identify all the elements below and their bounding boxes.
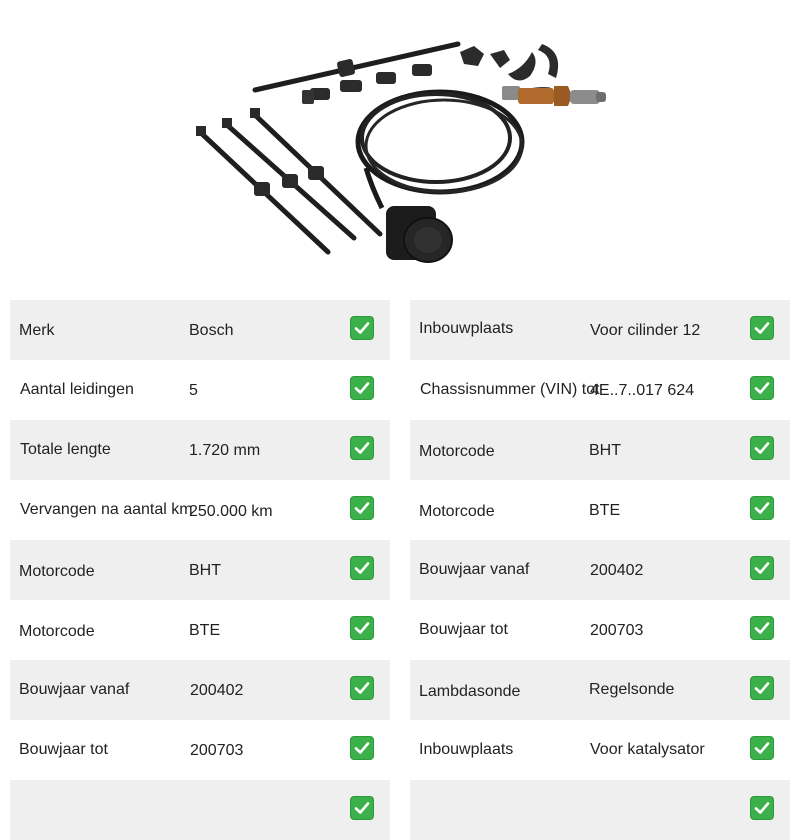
spec-value: Voor katalysator: [590, 741, 705, 758]
spec-table-left: [10, 300, 390, 840]
spec-label: Chassisnummer (VIN) tot: [420, 381, 600, 398]
spec-row: [410, 660, 790, 720]
spec-label: Merk: [19, 322, 55, 339]
spec-label: Motorcode: [419, 443, 495, 460]
spec-row: [10, 360, 390, 420]
spec-row: [10, 420, 390, 480]
spec-label: Inbouwplaats: [419, 320, 514, 337]
spec-label: Motorcode: [19, 563, 95, 580]
spec-value: BHT: [189, 562, 221, 579]
spec-value: 4E..7..017 624: [590, 382, 695, 399]
spec-label: Bouwjaar vanaf: [19, 681, 130, 698]
check-icon: [750, 616, 774, 640]
check-icon: [350, 676, 374, 700]
spec-row: [410, 480, 790, 540]
spec-label: Vervangen na aantal km: [20, 501, 193, 518]
spec-value: 200402: [190, 682, 244, 699]
check-icon: [750, 556, 774, 580]
check-icon: [350, 556, 374, 580]
check-icon: [350, 436, 374, 460]
spec-value: 200703: [190, 742, 244, 759]
check-icon: [750, 436, 774, 460]
spec-row: [410, 300, 790, 360]
spec-row: [10, 660, 390, 720]
spec-row: [10, 540, 390, 600]
check-icon: [350, 616, 374, 640]
spec-label: Motorcode: [419, 503, 495, 520]
check-icon: [750, 316, 774, 340]
check-icon: [750, 736, 774, 760]
check-icon: [750, 676, 774, 700]
spec-label: Inbouwplaats: [419, 741, 514, 758]
spec-value: 200402: [590, 562, 644, 579]
spec-value: Voor cilinder 12: [590, 322, 701, 339]
spec-row: [410, 420, 790, 480]
check-icon: [350, 376, 374, 400]
spec-value: 1.720 mm: [189, 442, 261, 459]
spec-row: [410, 720, 790, 780]
spec-row: [10, 780, 390, 840]
lambda-sensor-kit-illustration: [190, 38, 610, 270]
spec-label: Motorcode: [19, 623, 95, 640]
check-icon: [750, 376, 774, 400]
spec-row: [410, 540, 790, 600]
check-icon: [350, 316, 374, 340]
product-image: [190, 38, 610, 270]
spec-value: BHT: [589, 442, 621, 459]
spec-label: Lambdasonde: [419, 683, 521, 700]
spec-row: [10, 300, 390, 360]
spec-row: [410, 600, 790, 660]
spec-value: BTE: [589, 502, 621, 519]
spec-label: Bouwjaar vanaf: [419, 561, 530, 578]
spec-label: Aantal leidingen: [20, 381, 134, 398]
check-icon: [750, 496, 774, 520]
spec-value: 200703: [590, 622, 644, 639]
spec-value: 250.000 km: [189, 503, 273, 520]
spec-table-right: [410, 300, 790, 840]
spec-label: Bouwjaar tot: [19, 741, 108, 758]
spec-value: BTE: [189, 622, 221, 639]
spec-row: [10, 480, 390, 540]
spec-value: Regelsonde: [589, 681, 675, 698]
spec-label: Bouwjaar tot: [419, 621, 508, 638]
check-icon: [350, 496, 374, 520]
check-icon: [350, 736, 374, 760]
spec-row: [10, 720, 390, 780]
spec-value: Bosch: [189, 322, 234, 339]
spec-row: [410, 360, 790, 420]
spec-row: [10, 600, 390, 660]
spec-label: Totale lengte: [20, 441, 111, 458]
spec-value: 5: [189, 382, 198, 399]
spec-row: [410, 780, 790, 840]
